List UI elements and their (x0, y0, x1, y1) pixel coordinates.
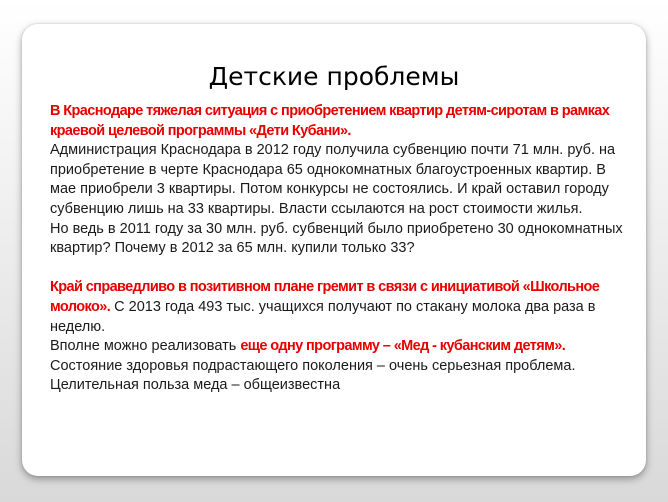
paragraph-question: Но ведь в 2011 году за 30 млн. руб. субвенций было приобретено 30 однокомнатных квартир? Почему в 2012 за 65 млн. купили только 33? (50, 220, 623, 257)
orphans-highlight: В Краснодаре тяжелая ситуация с приобретением квартир детям-сиротам в рамках краевой целевой программы «Дети Кубани». (50, 103, 610, 139)
milk-text: С 2013 года 493 тыс. учащихся получают по стакану молока два раза в неделю. (50, 298, 596, 335)
slide-card (22, 24, 646, 476)
paragraph-benefit: Целительная польза меда – общеизвестна (50, 377, 341, 394)
honey-highlight: еще одну программу – «Мед - кубанским детям». (240, 338, 566, 355)
paragraph-gap (50, 259, 630, 279)
milk-highlight: Край справедливо в позитивном плане гремит в связи с инициативой «Школьное молоко». (50, 279, 600, 315)
paragraph-orphans (50, 102, 630, 141)
slide-body (50, 102, 630, 396)
honey-prefix: Вполне можно реализовать (50, 338, 241, 355)
paragraph-health: Состояние здоровья подрастающего поколения – очень серьезная проблема. (50, 357, 576, 374)
paragraph-honey (50, 337, 630, 357)
paragraph-milk (50, 278, 630, 337)
slide-title: Детские проблемы (208, 62, 460, 91)
paragraph-subsidy: Администрация Краснодара в 2012 году получила субвенцию почти 71 млн. руб. на приобретение в черте Краснодара 65 однокомнатных благоустроенных квартир. В мае приобрели 3 квартиры. Потом конкурсы не состоялись. И край оставил городу субвенцию лишь на 33 квартиры. Власти ссылаются на рост стоимости жилья. (50, 142, 616, 217)
